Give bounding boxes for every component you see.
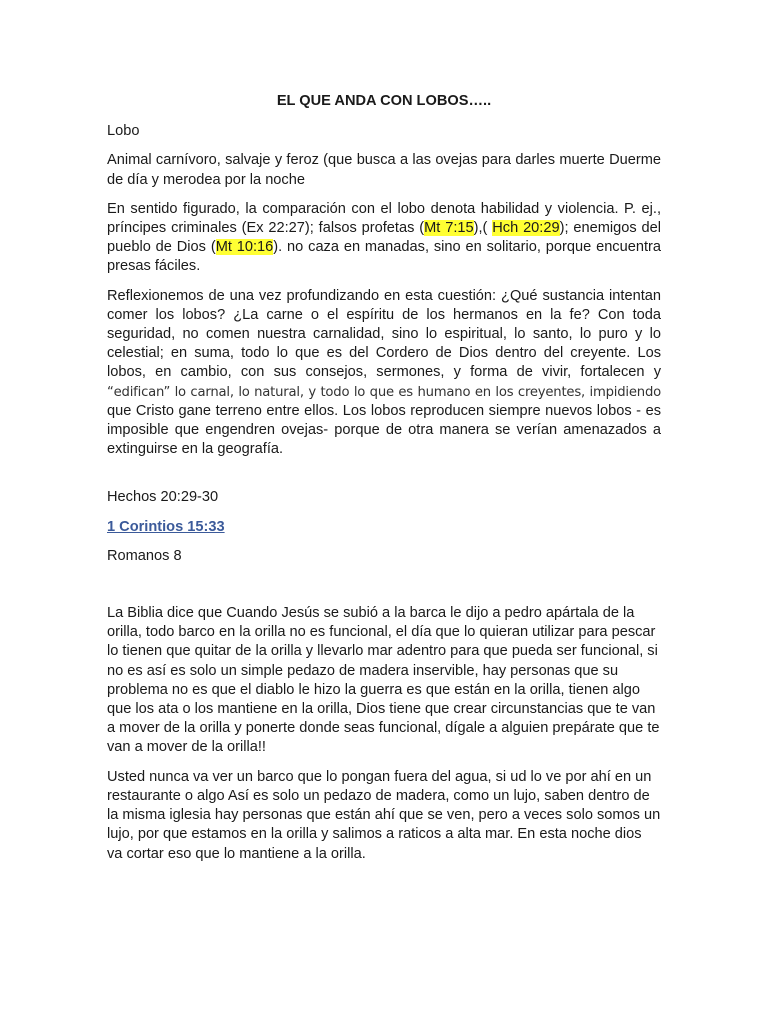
- paragraph-text: que Cristo gane terreno entre ellos. Los lobos reproducen siempre nuevos lobos - es imposible que engendren ovejas- porque de otra manera se verían amenazados a extinguirse en la geografía.: [107, 402, 661, 458]
- paragraph-barca: La Biblia dice que Cuando Jesús se subió a la barca le dijo a pedro apártala de la orilla, todo barco en la orilla no es funcional, el día que lo quieran utilizar para pescar lo tienen que quitar de la orilla y llevarlo mar adentro para que pueda ser funcional, si no es así es solo un simple pedazo de madera inservible, hay personas que su problema no es que el diablo le hizo la guerra es que están en la orilla, tienen algo que los ata o los mantiene en la orilla, Dios tiene que crear circunstancias que te van a mover de la orilla y ponerte donde seas funcional, dígale a alguien prepárate que te van a mover de la orilla!!: [107, 605, 660, 756]
- paragraph-definition: Animal carnívoro, salvaje y feroz (que busca a las ovejas para darles muerte Duerme de día y merodea por la noche: [107, 152, 661, 188]
- paragraph-text: ). no caza en manadas, sino en solitario, porque encuentra presas fáciles.: [107, 239, 661, 275]
- document-title: EL QUE ANDA CON LOBOS…..: [276, 93, 492, 109]
- spacer: [107, 576, 661, 604]
- paragraph-text: En sentido figurado, la comparación con el lobo denota habilidad y violencia. P. ej., príncipes criminales (Ex 22:27); falsos profetas (: [107, 200, 661, 237]
- paragraph-text: Reflexionemos de una vez profundizando en esta cuestión: ¿Qué sustancia intentan comer los lobos? ¿La carne o el espíritu de los hermanos en la fe? Con toda seguridad, no comen nuestra carnalidad, sino lo espiritual, lo santo, lo puro y lo celestial; en suma, todo lo que es del Cordero de Dios dentro del creyente. Los lobos, en cambio, con sus consejos, sermones, y forma de vivir, fortalecen y: [107, 287, 661, 381]
- corintios-link[interactable]: 1 Corintios 15:33: [107, 518, 225, 535]
- highlighted-reference: Mt 10:16: [215, 239, 274, 256]
- paragraph-text: ),(: [473, 220, 493, 237]
- reference-hechos: Hechos 20:29-30: [107, 489, 219, 506]
- paragraph-text: ); enemigos del pueblo de Dios (: [107, 220, 661, 256]
- paragraph-figurative: [107, 200, 661, 277]
- reference-corintios-link[interactable]: [107, 518, 661, 537]
- highlighted-reference: Hch 20:29: [492, 220, 560, 237]
- spacer: [107, 469, 661, 488]
- subheading: Lobo: [107, 123, 140, 140]
- document-body: [107, 92, 661, 874]
- paragraph-text-alt-font: “edifican” lo carnal, lo natural, y todo lo que es humano en los creyentes, impidiendo: [107, 384, 661, 400]
- paragraph-reflection: [107, 287, 661, 460]
- highlighted-reference: Mt 7:15: [424, 220, 474, 237]
- reference-romanos: Romanos 8: [107, 547, 182, 564]
- paragraph-barco: Usted nunca va ver un barco que lo pongan fuera del agua, si ud lo ve por ahí en un restaurante o algo Así es solo un pedazo de madera, como un lujo, saben dentro de la misma iglesia hay personas que están ahí que se ven, pero a veces solo somos un lujo, por que estamos en la orilla y salimos a raticos a alta mar. En esta noche dios va cortar eso que lo mantiene a la orilla.: [107, 768, 661, 862]
